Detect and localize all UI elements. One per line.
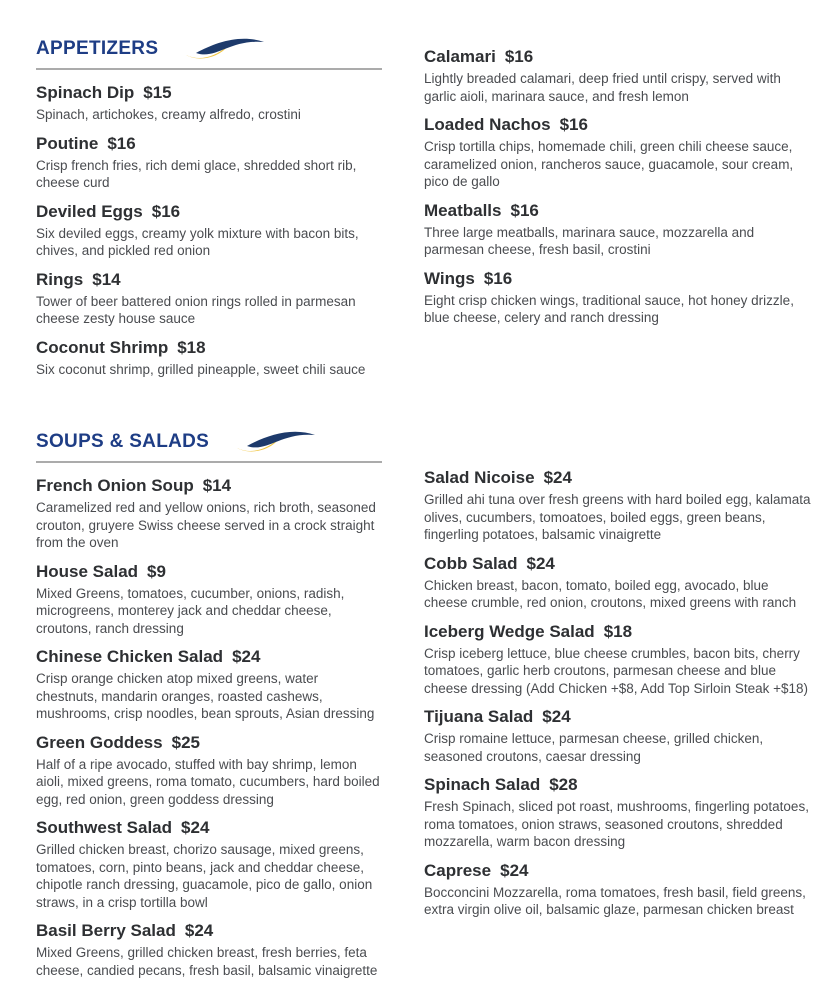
item-price: $24: [543, 468, 572, 487]
menu-item: [424, 467, 814, 544]
soups-salads-right-column: [424, 429, 814, 928]
item-name: Green Goddess: [36, 732, 163, 752]
menu-item: [36, 646, 382, 723]
item-name: Basil Berry Salad: [36, 921, 176, 940]
item-name: Coconut Shrimp: [36, 337, 169, 357]
item-description: Spinach, artichokes, creamy alfredo, crostini: [36, 107, 301, 122]
item-description: Grilled chicken breast, chorizo sausage, mixed greens, tomatoes, corn, pinto beans, jack and cheddar cheese, chipotle ranch dressing, guacamole, pico de gallo, onion straws, in a crisp tortilla bowl: [36, 842, 373, 910]
item-description: Tower of beer battered onion rings rolled in parmesan cheese zesty house sauce: [36, 293, 356, 326]
item-price: $24: [181, 818, 210, 837]
menu-item: [36, 732, 382, 809]
item-name: Spinach Dip: [36, 83, 135, 102]
item-description: Eight crisp chicken wings, traditional sauce, hot honey drizzle, blue cheese, celery and ranch dressing: [424, 292, 794, 325]
menu-item: [424, 200, 814, 259]
item-price: $16: [151, 201, 181, 221]
item-price: $15: [143, 83, 172, 102]
item-name: Loaded Nachos: [424, 115, 551, 134]
item-name: Southwest Salad: [36, 818, 173, 837]
menu-item: [36, 337, 382, 379]
item-name: Salad Nicoise: [424, 468, 535, 487]
item-name: Meatballs: [424, 200, 502, 220]
item-price: $24: [232, 647, 261, 666]
item-price: $24: [184, 921, 214, 940]
item-description: Crisp romaine lettuce, parmesan cheese, grilled chicken, seasoned croutons, caesar dressing: [424, 731, 764, 764]
soups-salads-left-column: [36, 429, 382, 988]
item-name: French Onion Soup: [36, 476, 194, 495]
section-header: [36, 36, 382, 62]
item-name: Tijuana Salad: [424, 707, 534, 726]
item-price: $16: [504, 47, 534, 66]
item-name: House Salad: [36, 561, 139, 581]
item-description: Mixed Greens, grilled chicken breast, fresh berries, feta cheese, candied pecans, fresh basil, balsamic vinaigrette: [36, 945, 378, 978]
item-description: Mixed Greens, tomatoes, cucumber, onions, radish, microgreens, monterey jack and cheddar cheese, croutons, ranch dressing: [36, 585, 345, 636]
item-description: Six coconut shrimp, grilled pineapple, sweet chili sauce: [36, 361, 366, 377]
item-name: Poutine: [36, 133, 99, 153]
item-price: $16: [510, 200, 539, 220]
wave-swoosh-icon: [184, 34, 266, 62]
item-description: Crisp iceberg lettuce, blue cheese crumbles, bacon bits, cherry tomatoes, garlic herb croutons, parmesan cheese and blue cheese dressing (Add Chicken +$8, Add Top Sirloin Steak +$18): [424, 645, 808, 696]
item-price: $16: [107, 133, 136, 153]
item-price: $28: [549, 775, 578, 794]
item-name: Chinese Chicken Salad: [36, 647, 224, 666]
item-description: Chicken breast, bacon, tomato, boiled egg, avocado, blue cheese crumble, red onion, croutons, mixed greens with ranch: [424, 577, 797, 610]
section-title: SOUPS & SALADS: [36, 431, 210, 452]
item-description: Lightly breaded calamari, deep fried until crispy, served with garlic aioli, marinara sauce, and fresh lemon: [424, 71, 781, 104]
item-price: $24: [542, 707, 571, 726]
item-price: $25: [171, 732, 200, 752]
menu-item: [36, 82, 382, 124]
item-price: $18: [603, 621, 633, 641]
item-description: Three large meatballs, marinara sauce, mozzarella and parmesan cheese, fresh basil, crostini: [424, 224, 755, 257]
item-name: Deviled Eggs: [36, 201, 143, 221]
menu-item: [424, 553, 814, 612]
section-header: [36, 429, 382, 455]
item-name: Cobb Salad: [424, 553, 518, 573]
item-description: Fresh Spinach, sliced pot roast, mushrooms, fingerling potatoes, roma tomatoes, onion straws, seasoned croutons, shredded mozzarella, warm bacon dressing: [424, 799, 809, 849]
item-name: Iceberg Wedge Salad: [424, 621, 595, 641]
menu-item: [36, 561, 382, 638]
item-description: Crisp tortilla chips, homemade chili, green chili cheese sauce, caramelized onion, rancheros sauce, guacamole, sour cream, pico de gallo: [424, 139, 794, 189]
menu-item: [424, 114, 814, 191]
item-price: $16: [559, 115, 588, 134]
appetizers-left-column: [36, 36, 382, 387]
menu-item: [424, 268, 814, 327]
item-price: $14: [92, 269, 121, 289]
menu-item: [424, 860, 814, 919]
item-name: Spinach Salad: [424, 775, 541, 794]
menu-item: [424, 621, 814, 698]
item-name: Rings: [36, 269, 84, 289]
menu-item: [36, 920, 382, 979]
appetizers-right-column: [424, 36, 814, 336]
section-soups-salads: [36, 429, 838, 988]
section-divider: [36, 68, 382, 70]
menu-item: [36, 269, 382, 328]
item-price: $16: [483, 268, 513, 288]
menu-item: [424, 46, 814, 105]
item-description: Bocconcini Mozzarella, roma tomatoes, fresh basil, field greens, extra virgin olive oil, balsamic glaze, parmesan chicken breast: [424, 884, 806, 917]
item-price: $24: [526, 553, 555, 573]
section-appetizers: [36, 36, 838, 387]
item-price: $9: [147, 561, 166, 581]
item-description: Six deviled eggs, creamy yolk mixture with bacon bits, chives, and pickled red onion: [36, 225, 359, 258]
item-description: Caramelized red and yellow onions, rich broth, seasoned crouton, gruyere Swiss cheese served in a crock straight from the oven: [36, 500, 376, 550]
item-description: Grilled ahi tuna over fresh greens with hard boiled egg, kalamata olives, cucumbers, tomoatoes, boiled eggs, green beans, fingerling potatoes, balsamic vinaigrette: [424, 492, 811, 542]
item-price: $18: [177, 337, 206, 357]
menu-item: [424, 706, 814, 765]
menu-item: [36, 475, 382, 552]
wave-swoosh-icon: [235, 427, 317, 455]
item-name: Calamari: [424, 47, 496, 66]
item-price: $14: [202, 476, 232, 495]
item-description: Crisp orange chicken atop mixed greens, water chestnuts, mandarin oranges, roasted cashews, mushrooms, crisp noodles, bean sprouts, Asian dressing: [36, 671, 375, 721]
menu-item: [36, 817, 382, 911]
menu-item: [36, 201, 382, 260]
item-price: $24: [500, 860, 529, 880]
item-description: Crisp french fries, rich demi glace, shredded short rib, cheese curd: [36, 157, 357, 190]
menu-item: [424, 774, 814, 851]
item-name: Caprese: [424, 860, 492, 880]
section-divider: [36, 461, 382, 463]
item-name: Wings: [424, 268, 475, 288]
menu-item: [36, 133, 382, 192]
item-description: Half of a ripe avocado, stuffed with bay shrimp, lemon aioli, mixed greens, roma tomato, cucumbers, hard boiled egg, red onion, green goddess dressing: [36, 756, 380, 807]
section-title: APPETIZERS: [36, 38, 159, 59]
